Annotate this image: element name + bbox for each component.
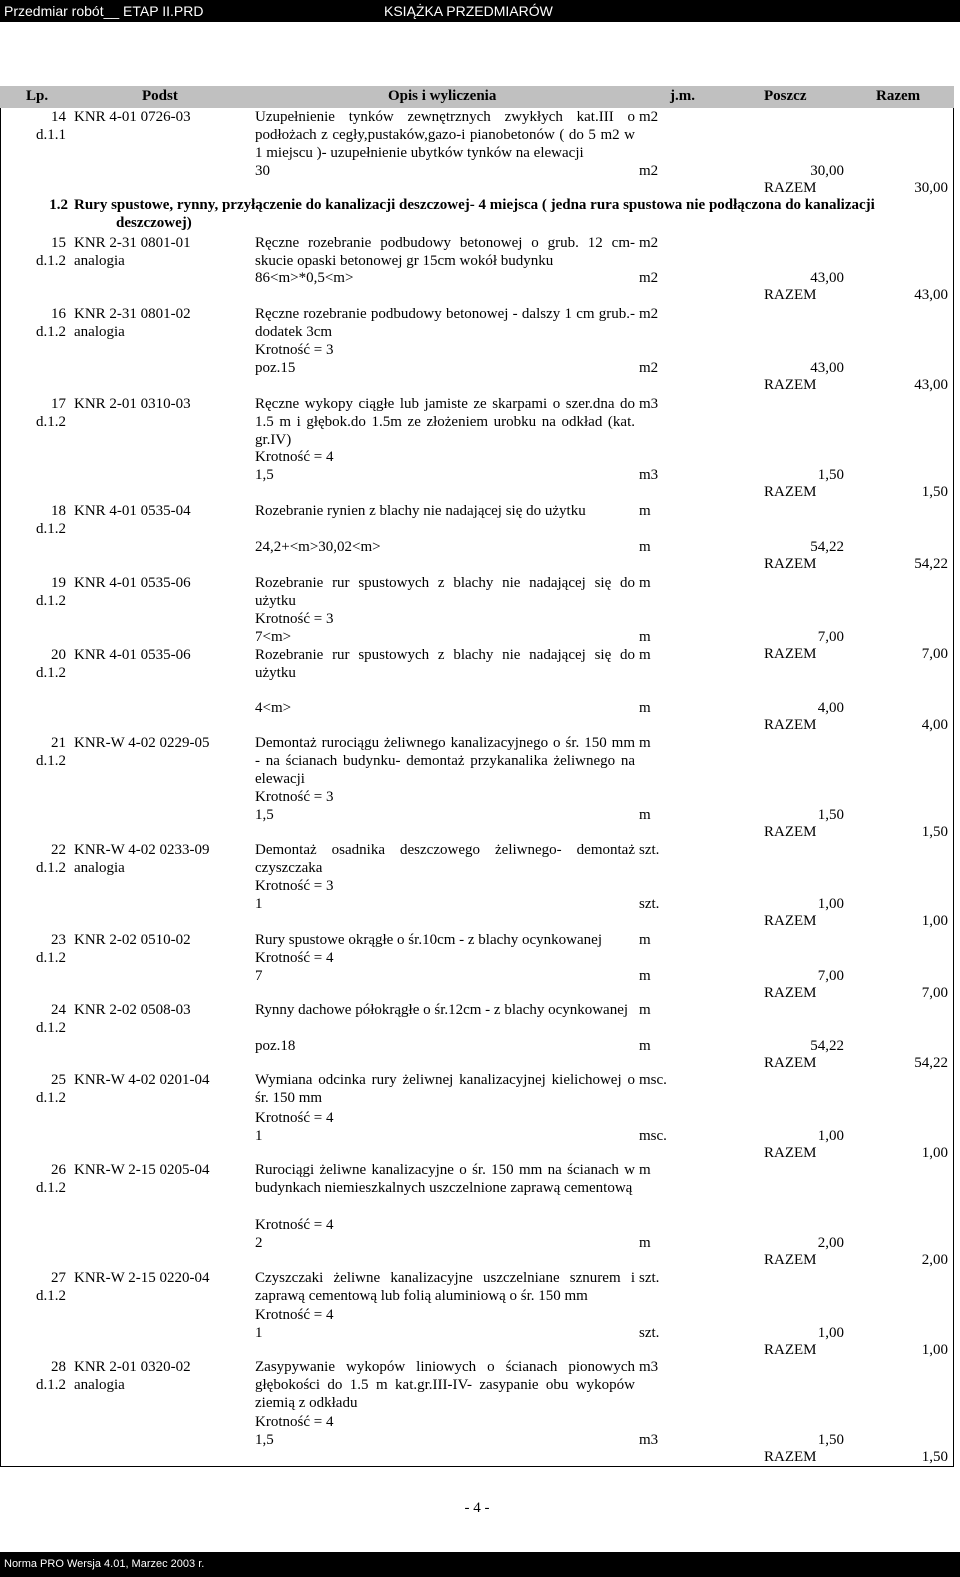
calc-value: 1,00	[817, 896, 844, 912]
row-subsection: d.1.2	[36, 1090, 66, 1106]
row-lp: 20	[51, 647, 66, 663]
row-number	[4, 502, 66, 538]
calc-unit: szt.	[639, 1325, 660, 1341]
row-code	[74, 646, 250, 664]
calc-formula: 1	[255, 1325, 263, 1341]
total-label: RAZEM	[764, 556, 817, 572]
calc-line	[255, 1234, 954, 1252]
row-number	[4, 1358, 66, 1394]
row-description: Ręczne rozebranie podbudowy betonowej - dalszy 1 cm grub.- dodatek 3cm	[255, 306, 635, 340]
row-unit: szt.	[639, 1270, 660, 1286]
row-lp: 15	[51, 235, 66, 251]
table-header	[0, 86, 954, 108]
section-number: 1.2	[49, 197, 68, 213]
row-number	[4, 305, 66, 341]
calc-formula: Krotność = 4	[255, 1307, 334, 1323]
row-code	[74, 1269, 250, 1287]
row-code	[74, 305, 250, 341]
footer-text: Norma PRO Wersja 4.01, Marzec 2003 r.	[4, 1558, 205, 1570]
calc-line	[255, 448, 954, 466]
row-lp: 21	[51, 735, 66, 751]
calc-formula: 24,2+<m>30,02<m>	[255, 539, 381, 555]
row-lp: 19	[51, 575, 66, 591]
row-calc-lines	[255, 610, 954, 646]
total-label: RAZEM	[764, 1145, 817, 1161]
calc-line	[255, 162, 954, 180]
row-unit: m3	[639, 396, 659, 412]
row-code-main: KNR 2-31 0801-01	[74, 235, 191, 251]
row-calc-lines	[255, 877, 954, 913]
calc-line	[255, 806, 954, 824]
total-value: 54,22	[914, 1055, 948, 1071]
row-code-note: analogia	[74, 253, 125, 269]
calc-value: 1,50	[817, 467, 844, 483]
row-subsection: d.1.2	[36, 324, 66, 340]
row-number	[4, 1071, 66, 1107]
total-value: 54,22	[914, 556, 948, 572]
row-total	[0, 556, 954, 574]
row-subsection: d.1.2	[36, 593, 66, 609]
row-unit: szt.	[639, 842, 660, 858]
calc-formula: Krotność = 3	[255, 878, 334, 894]
calc-formula: Krotność = 3	[255, 342, 334, 358]
row-subsection: d.1.2	[36, 1020, 66, 1036]
calc-formula: 7<m>	[255, 629, 292, 645]
row-number	[4, 1001, 66, 1037]
row-code-main: KNR 4-01 0726-03	[74, 109, 191, 125]
calc-unit: m2	[639, 270, 659, 286]
total-label: RAZEM	[764, 1055, 817, 1071]
total-value: 7,00	[921, 985, 948, 1001]
calc-unit: m2	[639, 163, 659, 179]
row-unit: m	[639, 932, 651, 948]
row-calc-lines	[255, 1216, 954, 1252]
total-value: 1,50	[921, 484, 948, 500]
row-code-main: KNR-W 2-15 0220-04	[74, 1270, 210, 1286]
calc-unit: m3	[639, 1432, 659, 1448]
table-border-right	[953, 108, 954, 1466]
calc-value: 2,00	[817, 1235, 844, 1251]
row-code	[74, 734, 250, 752]
row-code	[74, 395, 250, 413]
row-lp: 17	[51, 396, 66, 412]
calc-line	[255, 341, 954, 359]
calc-value: 43,00	[810, 270, 844, 286]
row-code-main: KNR-W 4-02 0201-04	[74, 1072, 210, 1088]
row-code-main: KNR 2-01 0320-02	[74, 1359, 191, 1375]
row-calc-lines	[255, 699, 954, 717]
row-subsection: d.1.2	[36, 521, 66, 537]
row-lp: 16	[51, 306, 66, 322]
total-value: 4,00	[921, 717, 948, 733]
calc-value: 54,22	[810, 539, 844, 555]
row-description: Czyszczaki żeliwne kanalizacyjne uszczelniane sznurem i zaprawą cementową lub folią aluminiową o śr. 150 mm	[255, 1270, 635, 1304]
row-calc-lines	[255, 448, 954, 484]
table-border-left	[0, 108, 1, 1466]
row-code	[74, 502, 250, 520]
row-unit: m	[639, 735, 651, 751]
row-calc-lines	[255, 788, 954, 824]
top-bar	[0, 0, 960, 22]
calc-formula: 2	[255, 1235, 263, 1251]
row-description: Rozebranie rur spustowych z blachy nie nadającej się do użytku	[255, 647, 635, 681]
calc-unit: m3	[639, 467, 659, 483]
calc-unit: msc.	[639, 1128, 667, 1144]
total-value: 1,00	[921, 1145, 948, 1161]
calc-formula: 7	[255, 968, 263, 984]
calc-value: 43,00	[810, 360, 844, 376]
row-lp: 22	[51, 842, 66, 858]
calc-line	[255, 359, 954, 377]
row-code-main: KNR-W 4-02 0229-05	[74, 735, 210, 751]
row-code-main: KNR 2-02 0510-02	[74, 932, 191, 948]
row-code-main: KNR 2-31 0801-02	[74, 306, 191, 322]
row-code-main: KNR-W 2-15 0205-04	[74, 1162, 210, 1178]
row-number	[4, 234, 66, 270]
row-description: Demontaż osadnika deszczowego żeliwnego- demontaż czyszczaka	[255, 842, 635, 876]
row-code	[74, 1071, 250, 1089]
row-subsection: d.1.2	[36, 414, 66, 430]
row-lp: 24	[51, 1002, 66, 1018]
total-label: RAZEM	[764, 287, 817, 303]
row-lp: 23	[51, 932, 66, 948]
total-label: RAZEM	[764, 824, 817, 840]
row-unit: m	[639, 575, 651, 591]
row-lp: 27	[51, 1270, 66, 1286]
row-subsection: d.1.2	[36, 1377, 66, 1393]
book-title: KSIĄŻKA PRZEDMIARÓW	[384, 3, 553, 19]
row-calc-lines	[255, 949, 954, 985]
row-description: Ręczne wykopy ciągłe lub jamiste ze skarpami o szer.dna do 1.5 m i głębok.do 1.5m ze złożeniem urobku na odkład (kat. gr.IV)	[255, 396, 635, 448]
row-total	[0, 1449, 954, 1467]
row-code	[74, 108, 250, 126]
calc-line	[255, 269, 954, 287]
row-code-main: KNR 2-02 0508-03	[74, 1002, 191, 1018]
row-unit: m3	[639, 1359, 659, 1375]
row-description: Rynny dachowe półokrągłe o śr.12cm - z blachy ocynkowanej	[255, 1002, 629, 1018]
calc-formula: Krotność = 4	[255, 1414, 334, 1430]
row-calc-lines	[255, 1109, 954, 1145]
calc-formula: Krotność = 4	[255, 1110, 334, 1126]
row-calc-lines	[255, 1037, 954, 1055]
row-code	[74, 1001, 250, 1019]
row-description: Zasypywanie wykopów liniowych o ścianach pionowych głębokości do 1.5 m kat.gr.III-IV- zasypanie obu wykopów ziemią z odkładu	[255, 1359, 635, 1411]
total-label: RAZEM	[764, 1252, 817, 1268]
row-unit: m	[639, 503, 651, 519]
header-lp: Lp.	[26, 88, 49, 104]
calc-formula: 30	[255, 163, 270, 179]
row-code-main: KNR 2-01 0310-03	[74, 396, 191, 412]
row-number	[4, 646, 66, 682]
row-total	[0, 484, 954, 502]
row-code	[74, 1358, 250, 1394]
row-unit: m2	[639, 109, 659, 125]
row-unit: m	[639, 1162, 651, 1178]
row-total	[0, 377, 954, 395]
row-code-note: analogia	[74, 1377, 125, 1393]
total-label: RAZEM	[764, 1342, 817, 1358]
header-jm: j.m.	[670, 88, 695, 104]
header-poszcz: Poszcz	[764, 88, 807, 104]
row-total	[0, 287, 954, 305]
row-unit: m	[639, 647, 651, 663]
row-code-note: analogia	[74, 324, 125, 340]
header-razem: Razem	[876, 88, 921, 104]
calc-line	[255, 1127, 954, 1145]
calc-line	[255, 610, 954, 628]
row-total	[0, 717, 954, 735]
total-value: 30,00	[914, 180, 948, 196]
row-total	[0, 1252, 954, 1270]
row-description: Demontaż rurociągu żeliwnego kanalizacyjnego o śr. 150 mm - na ścianach budynku- demontaż przykanalika żeliwnego na elewacji	[255, 735, 635, 787]
total-label: RAZEM	[764, 377, 817, 393]
row-number	[4, 574, 66, 610]
row-subsection: d.1.2	[36, 665, 66, 681]
total-value: 43,00	[914, 287, 948, 303]
row-description: Uzupełnienie tynków zewnętrznych zwykłych kat.III o podłożach z cegły,pustaków,gazo-i pianobetonów ( do 5 m2 w 1 miejscu )- uzupełnienie ubytków tynków na elewacji	[255, 109, 635, 161]
total-label: RAZEM	[764, 717, 817, 733]
row-code-main: KNR 4-01 0535-06	[74, 647, 191, 663]
total-value: 2,00	[921, 1252, 948, 1268]
row-description: Rozebranie rur spustowych z blachy nie nadającej się do użytku	[255, 575, 635, 609]
calc-line	[255, 628, 954, 646]
row-unit: m2	[639, 306, 659, 322]
calc-formula: 4<m>	[255, 700, 292, 716]
calc-unit: szt.	[639, 896, 660, 912]
row-lp: 26	[51, 1162, 66, 1178]
row-lp: 14	[51, 109, 66, 125]
row-code-note: analogia	[74, 860, 125, 876]
calc-line	[255, 1037, 954, 1055]
calc-value: 1,50	[817, 1432, 844, 1448]
total-value: 7,00	[921, 646, 948, 662]
total-label: RAZEM	[764, 646, 817, 662]
calc-unit: m	[639, 539, 651, 555]
total-value: 43,00	[914, 377, 948, 393]
calc-value: 30,00	[810, 163, 844, 179]
calc-value: 4,00	[817, 700, 844, 716]
total-label: RAZEM	[764, 1449, 817, 1465]
calc-unit: m2	[639, 360, 659, 376]
row-calc-lines	[255, 341, 954, 377]
calc-unit: m	[639, 629, 651, 645]
row-subsection: d.1.2	[36, 253, 66, 269]
calc-unit: m	[639, 700, 651, 716]
row-description: Rury spustowe okrągłe o śr.10cm - z blachy ocynkowanej	[255, 932, 602, 948]
calc-line	[255, 699, 954, 717]
calc-value: 54,22	[810, 1038, 844, 1054]
calc-formula: 86<m>*0,5<m>	[255, 270, 354, 286]
calc-formula: poz.15	[255, 360, 296, 376]
row-code-main: KNR 4-01 0535-06	[74, 575, 191, 591]
row-unit: msc.	[639, 1072, 667, 1088]
calc-value: 7,00	[817, 629, 844, 645]
row-code-main: KNR 4-01 0535-04	[74, 503, 191, 519]
total-value: 1,50	[921, 1449, 948, 1465]
total-value: 1,00	[921, 913, 948, 929]
calc-formula: Krotność = 4	[255, 950, 334, 966]
row-total	[0, 824, 954, 842]
calc-line	[255, 538, 954, 556]
row-unit: m2	[639, 235, 659, 251]
calc-unit: m	[639, 1038, 651, 1054]
row-unit: m	[639, 1002, 651, 1018]
calc-value: 1,00	[817, 1325, 844, 1341]
row-lp: 18	[51, 503, 66, 519]
row-code	[74, 234, 250, 270]
calc-formula: Krotność = 4	[255, 1217, 334, 1233]
row-subsection: d.1.2	[36, 1180, 66, 1196]
row-subsection: d.1.2	[36, 1288, 66, 1304]
row-number	[4, 1269, 66, 1305]
row-number	[4, 108, 66, 144]
row-description: Wymiana odcinka rury żeliwnej kanalizacyjnej kielichowej o śr. 150 mm	[255, 1072, 635, 1106]
row-calc-lines	[255, 162, 954, 180]
row-subsection: d.1.2	[36, 753, 66, 769]
calc-line	[255, 466, 954, 484]
calc-line	[255, 788, 954, 806]
row-code	[74, 841, 250, 877]
row-subsection: d.1.1	[36, 127, 66, 143]
row-lp: 28	[51, 1359, 66, 1375]
row-calc-lines	[255, 269, 954, 287]
footer-bar	[0, 1552, 960, 1577]
row-number	[4, 931, 66, 967]
total-label: RAZEM	[764, 484, 817, 500]
row-number	[4, 395, 66, 431]
row-subsection: d.1.2	[36, 950, 66, 966]
calc-line	[255, 1431, 954, 1449]
table-body	[0, 108, 954, 1467]
calc-unit: m	[639, 1235, 651, 1251]
calc-formula: 1,5	[255, 467, 274, 483]
calc-line	[255, 877, 954, 895]
calc-line	[255, 895, 954, 913]
row-number	[4, 734, 66, 770]
total-value: 1,50	[921, 824, 948, 840]
row-code	[74, 1161, 250, 1179]
row-code	[74, 574, 250, 592]
file-name: Przedmiar robót__ ETAP II.PRD	[4, 3, 204, 19]
row-calc-lines	[255, 1306, 954, 1342]
total-label: RAZEM	[764, 913, 817, 929]
calc-value: 1,00	[817, 1128, 844, 1144]
row-total	[0, 913, 954, 931]
row-lp: 25	[51, 1072, 66, 1088]
total-label: RAZEM	[764, 985, 817, 1001]
row-calc-lines	[255, 1413, 954, 1449]
calc-formula: Krotność = 4	[255, 449, 334, 465]
calc-line	[255, 1306, 954, 1324]
calc-line	[255, 1413, 954, 1431]
calc-unit: m	[639, 968, 651, 984]
row-total	[0, 180, 954, 198]
calc-formula: Krotność = 3	[255, 789, 334, 805]
row-calc-lines	[255, 520, 954, 556]
header-podst: Podst	[142, 88, 178, 104]
page-number: - 4 -	[464, 1500, 490, 1516]
total-label: RAZEM	[764, 180, 817, 196]
total-value: 1,00	[921, 1342, 948, 1358]
calc-unit: m	[639, 807, 651, 823]
row-number	[4, 1161, 66, 1197]
header-opis: Opis i wyliczenia	[388, 88, 497, 104]
row-code	[74, 931, 250, 949]
calc-line	[255, 967, 954, 985]
row-subsection: d.1.2	[36, 860, 66, 876]
row-code-main: KNR-W 4-02 0233-09	[74, 842, 210, 858]
row-number	[4, 841, 66, 877]
calc-value: 7,00	[817, 968, 844, 984]
calc-formula: Krotność = 3	[255, 611, 334, 627]
calc-line	[255, 520, 954, 538]
calc-line	[255, 1216, 954, 1234]
calc-formula: 1	[255, 1128, 263, 1144]
row-description: Rozebranie rynien z blachy nie nadającej się do użytku	[255, 503, 586, 519]
row-description: Rurociągi żeliwne kanalizacyjne o śr. 150 mm na ścianach w budynkach niemieszkalnych uszczelnione zaprawą cementową	[255, 1162, 635, 1196]
calc-formula: 1,5	[255, 1432, 274, 1448]
calc-line	[255, 1324, 954, 1342]
section-title: Rury spustowe, rynny, przyłączenie do kanalizacji deszczowej- 4 miejsca ( jedna rura spustowa nie podłączona do kanalizacji deszczowej)	[74, 197, 875, 231]
calc-formula: 1	[255, 896, 263, 912]
calc-line	[255, 1109, 954, 1127]
row-description: Ręczne rozebranie podbudowy betonowej o grub. 12 cm- skucie opaski betonowej gr 15cm wokół budynku	[255, 235, 635, 269]
calc-formula: 1,5	[255, 807, 274, 823]
calc-line	[255, 949, 954, 967]
calc-formula: poz.18	[255, 1038, 296, 1054]
calc-value: 1,50	[817, 807, 844, 823]
